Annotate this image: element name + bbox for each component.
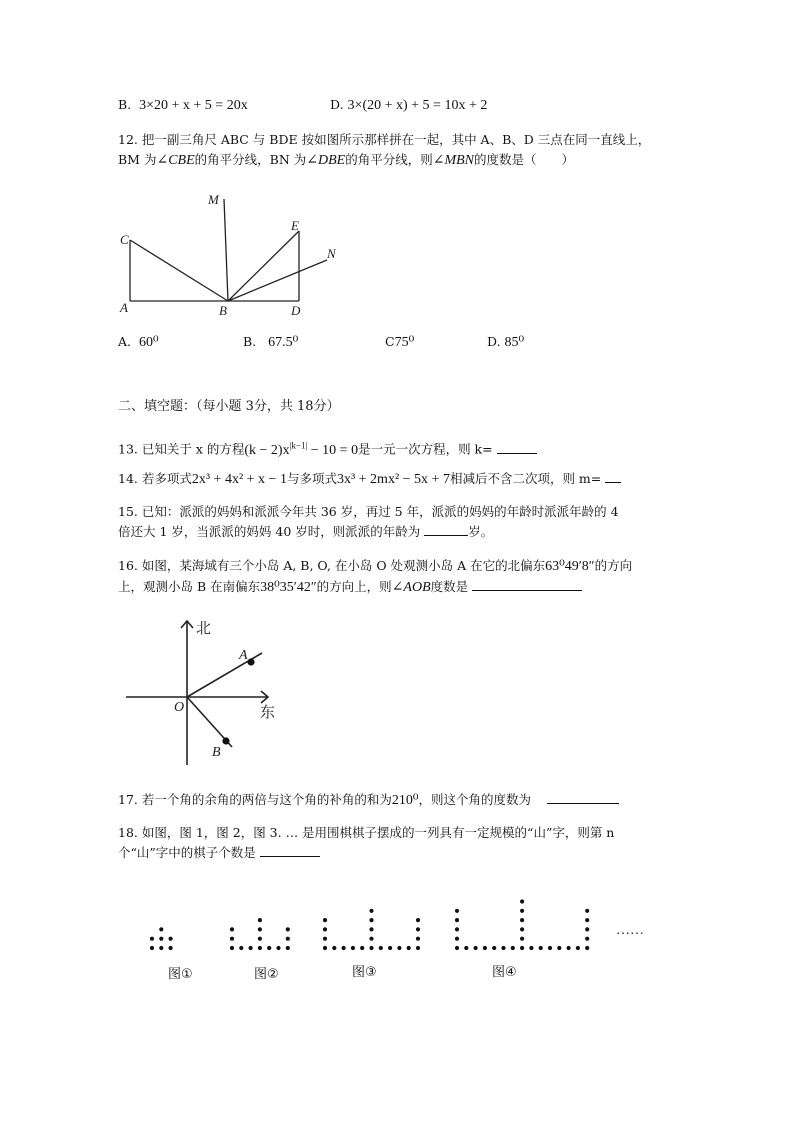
q18-caption-1: 图① <box>168 967 193 982</box>
q16-line1 <box>118 557 632 576</box>
go-stone <box>169 946 173 950</box>
go-stone <box>258 946 262 950</box>
q12-triangle-figure <box>110 185 350 320</box>
go-stone <box>585 918 589 922</box>
go-stone <box>239 946 243 950</box>
go-stone <box>258 937 262 941</box>
q12-option-b <box>243 333 298 352</box>
q12-stem-line1: 12. 把一副三角尺 ABC 与 BDE 按如图所示那样拼在一起，其中 A、B、D 三点在同一直线上， <box>118 132 651 147</box>
label-m: M <box>208 192 219 207</box>
go-stone <box>520 927 524 931</box>
go-stone <box>159 927 163 931</box>
ray-bn <box>228 260 327 301</box>
q11-option-d-line <box>330 96 487 115</box>
go-stone <box>369 909 373 913</box>
q13-text-part: 13. 已知关于 x 的方程 <box>118 441 245 457</box>
q11-option-d-expr: 3×(20 + x) + 5 = 10x + 2 <box>347 98 488 113</box>
go-stone <box>342 946 346 950</box>
q12-text-part: 的角平分线，则 <box>345 152 433 167</box>
q15-answer-blank[interactable] <box>424 523 468 536</box>
q14-polynomial-1: 2x³ + 4x² + x − 1 <box>191 472 287 487</box>
go-stone <box>159 937 163 941</box>
go-stone <box>520 946 524 950</box>
q16-text-part: 16. 如图，某海域有三个小岛 A, B, O, 在小岛 O 处观测小岛 A 在它的北偏东 <box>118 558 546 573</box>
q17-text-part: ，则这个角的度数为 <box>418 792 531 807</box>
q12-angle-cbe: ∠CBE <box>156 153 195 168</box>
q17-value: 210⁰ <box>391 793 419 808</box>
go-stone <box>464 946 468 950</box>
go-stone <box>520 909 524 913</box>
q16-text-part: 上，观测小岛 B 在南偏东 <box>118 579 261 594</box>
go-stone <box>520 899 524 903</box>
q17-answer-blank[interactable] <box>547 791 619 804</box>
q11-option-b-line <box>118 96 248 115</box>
label-b: B <box>212 745 221 760</box>
go-stone <box>258 918 262 922</box>
q13-expr-main: (k − 2)x <box>244 442 290 458</box>
go-stone <box>351 946 355 950</box>
q11-option-b-expr: 3×20 + x + 5 = 20x <box>139 98 248 113</box>
q18-text-part: 个“山”字中的棋子个数是 <box>118 845 256 860</box>
q14-answer-blank[interactable] <box>605 470 621 483</box>
q16-line2 <box>118 578 582 597</box>
go-stone <box>397 946 401 950</box>
go-stone <box>557 946 561 950</box>
q18-line1: 18. 如图，图 1，图 2，图 3. … 是用围棋棋子摆成的一列具有一定规模的“山”字，则第 n <box>118 825 615 840</box>
q18-line2 <box>118 844 320 862</box>
q12-text-part: BM 为 <box>118 152 157 167</box>
q13-line <box>118 436 537 460</box>
label-d: D <box>291 303 301 318</box>
label-b: B <box>219 303 227 318</box>
go-stone <box>332 946 336 950</box>
go-stone <box>455 946 459 950</box>
q16-angle-b-bearing: 38⁰35′42″ <box>260 580 317 595</box>
go-stone <box>388 946 392 950</box>
q16-text-part: 度数是 <box>430 579 469 594</box>
q16-answer-blank[interactable] <box>472 578 582 591</box>
option-label: C <box>385 334 395 349</box>
q16-text-part: 的方向上，则 <box>316 579 392 594</box>
label-c: C <box>120 232 129 247</box>
q13-expr-tail: − 10 = 0 <box>307 442 359 458</box>
go-stone <box>529 946 533 950</box>
option-value: 67.5⁰ <box>268 335 299 350</box>
go-stone <box>416 946 420 950</box>
option-label: A. <box>118 334 132 349</box>
q11-option-b-label: B. <box>118 97 132 112</box>
go-stone <box>455 937 459 941</box>
q13-answer-blank[interactable] <box>497 441 537 454</box>
ray-bm <box>224 199 228 301</box>
go-stone <box>249 946 253 950</box>
go-stone <box>150 937 154 941</box>
go-stone <box>567 946 571 950</box>
go-stone <box>369 927 373 931</box>
q14-text-part: 相减后不含二次项，则 m= <box>449 471 602 486</box>
go-stone <box>520 918 524 922</box>
q12-angle-dbe: ∠DBE <box>306 153 346 168</box>
go-stone <box>492 946 496 950</box>
go-stone <box>585 946 589 950</box>
go-stone <box>585 937 589 941</box>
q14-text-part: 与多项式 <box>286 471 337 486</box>
option-value: 60⁰ <box>138 335 159 350</box>
q16-angle-a-bearing: 63⁰49′8″ <box>545 559 595 574</box>
q12-angle-mbn: ∠MBN <box>432 153 475 168</box>
label-e: E <box>291 218 299 233</box>
q12-option-d <box>487 333 524 352</box>
go-stone <box>286 937 290 941</box>
label-a: A <box>239 648 248 663</box>
go-stone <box>360 946 364 950</box>
label-n: N <box>327 246 336 261</box>
q18-ellipsis: …… <box>616 923 644 938</box>
q18-caption-4: 图④ <box>492 965 517 980</box>
go-stone <box>276 946 280 950</box>
q16-text-part: 的方向 <box>594 558 633 573</box>
q17-line <box>118 791 619 810</box>
go-stone <box>483 946 487 950</box>
q13-expr-exponent: |k−1| <box>289 440 308 450</box>
option-label: B. <box>243 334 257 349</box>
go-stone <box>159 946 163 950</box>
go-stone <box>230 946 234 950</box>
go-stone <box>416 927 420 931</box>
option-value: 75⁰ <box>394 335 415 350</box>
q16-compass-figure <box>120 615 290 770</box>
option-label: D. <box>487 334 501 349</box>
go-stone <box>416 918 420 922</box>
q18-shan-figures <box>140 870 660 960</box>
q15-line1: 15. 已知：派派的妈妈和派派今年共 36 岁，再过 5 年，派派的妈妈的年龄时派派年龄的 4 <box>118 504 619 519</box>
go-stone <box>150 946 154 950</box>
island-b-point <box>222 737 229 744</box>
go-stone <box>230 937 234 941</box>
go-stone <box>576 946 580 950</box>
go-stone <box>369 918 373 922</box>
q17-text-part: 17. 若一个角的余角的两倍与这个角的补角的和为 <box>118 792 392 807</box>
go-stone <box>585 909 589 913</box>
q12-option-a <box>118 333 159 352</box>
go-stone <box>286 946 290 950</box>
island-a-point <box>247 658 254 665</box>
go-stone <box>286 927 290 931</box>
go-stone <box>511 946 515 950</box>
go-stone <box>369 946 373 950</box>
go-stone <box>323 946 327 950</box>
q14-text-part: 14. 若多项式 <box>118 471 192 486</box>
go-stone <box>501 946 505 950</box>
q14-line <box>118 470 621 489</box>
q18-caption-2: 图② <box>254 967 279 982</box>
label-a: A <box>120 300 128 315</box>
option-value: 85⁰ <box>504 335 525 350</box>
north-label: 北 <box>196 621 212 637</box>
go-stone <box>407 946 411 950</box>
segment-be <box>228 231 299 301</box>
segment-cb <box>130 240 228 301</box>
go-stone <box>323 937 327 941</box>
go-stone <box>539 946 543 950</box>
go-stone <box>455 918 459 922</box>
q12-text-part: 的度数是（ ） <box>474 152 575 167</box>
go-stone <box>379 946 383 950</box>
q14-polynomial-2: 3x³ + 2mx² − 5x + 7 <box>336 472 450 487</box>
go-stone <box>258 927 262 931</box>
q16-angle-aob: ∠AOB <box>391 580 431 595</box>
go-stone <box>474 946 478 950</box>
q13-equation <box>244 440 359 458</box>
q12-stem-line2 <box>118 151 574 170</box>
q15-line2 <box>118 523 493 541</box>
go-stone <box>585 927 589 931</box>
go-stone <box>369 937 373 941</box>
q18-answer-blank[interactable] <box>260 844 320 857</box>
q13-text-part: 是一元一次方程，则 k= <box>358 441 493 457</box>
q11-option-d-label: D. <box>330 97 344 112</box>
go-stone <box>455 927 459 931</box>
q12-option-c <box>385 333 414 352</box>
go-stone <box>169 937 173 941</box>
label-o: O <box>174 700 185 715</box>
go-stone <box>267 946 271 950</box>
q12-text-part: 的角平分线，BN 为 <box>194 152 307 167</box>
q15-text-part: 倍还大 1 岁，当派派的妈妈 40 岁时，则派派的年龄为 <box>118 524 421 539</box>
go-stone <box>520 937 524 941</box>
section-title-fill-in: 二、填空题：（每小题 3分，共 18分） <box>118 399 340 414</box>
go-stone <box>323 918 327 922</box>
q15-text-part: 岁。 <box>468 524 494 539</box>
east-label: 东 <box>260 705 276 721</box>
q18-caption-3: 图③ <box>352 965 377 980</box>
go-stone <box>416 937 420 941</box>
go-stone <box>548 946 552 950</box>
go-stone <box>230 927 234 931</box>
go-stone <box>323 927 327 931</box>
go-stone <box>455 909 459 913</box>
